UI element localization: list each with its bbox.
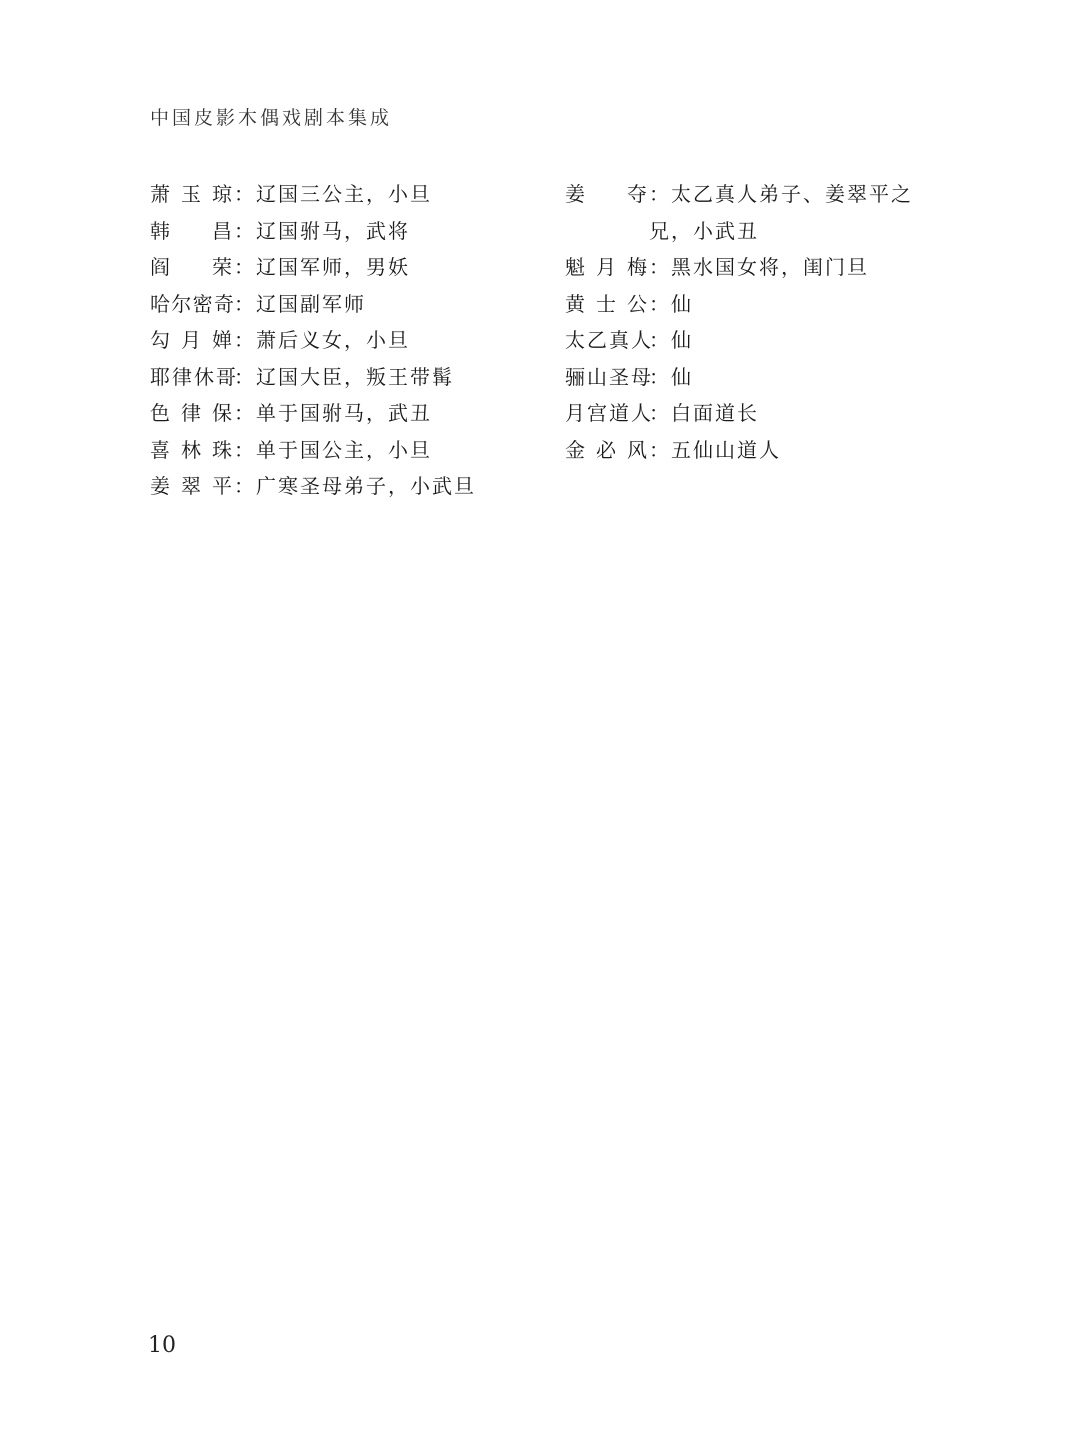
character-name: 姜 夺 xyxy=(565,182,649,206)
character-name: 耶律休哥 xyxy=(150,364,238,389)
character-entry xyxy=(150,322,550,359)
character-description: ：辽国军师，男妖 xyxy=(234,255,410,279)
character-entry xyxy=(150,359,550,396)
character-entry xyxy=(150,176,550,213)
character-entry xyxy=(565,249,985,286)
character-name: 哈尔密奇 xyxy=(150,291,234,316)
character-description: ：仙 xyxy=(649,328,693,352)
character-description: ：仙 xyxy=(649,364,693,389)
character-list-left xyxy=(150,176,550,505)
character-entry xyxy=(150,286,550,323)
character-name: 韩 昌 xyxy=(150,218,234,243)
character-name: 阎 荣 xyxy=(150,255,234,279)
character-name: 黄士公 xyxy=(565,291,649,316)
character-name: 太乙真人 xyxy=(565,328,653,352)
character-description: ：五仙山道人 xyxy=(649,437,781,462)
page-number: 10 xyxy=(148,1333,176,1358)
character-description: ：单于国公主，小旦 xyxy=(234,437,432,462)
character-name: 骊山圣母 xyxy=(565,364,653,389)
character-description: ：广寒圣母弟子，小武旦 xyxy=(234,474,476,498)
character-name: 月宫道人 xyxy=(565,401,653,425)
character-description: ：辽国副军师 xyxy=(234,291,366,316)
character-name: 姜翠平 xyxy=(150,474,234,498)
character-list-right xyxy=(565,176,985,468)
character-description: ：辽国大臣，叛王带髯 xyxy=(234,364,454,389)
character-entry xyxy=(565,176,985,249)
character-entry xyxy=(565,322,985,359)
character-entry xyxy=(565,359,985,396)
character-entry xyxy=(150,249,550,286)
character-entry xyxy=(565,286,985,323)
character-entry xyxy=(150,432,550,469)
character-description: ：辽国三公主，小旦 xyxy=(234,182,432,206)
character-description: ：太乙真人弟子、姜翠平之兄，小武丑 xyxy=(649,182,913,243)
character-name: 萧玉琼 xyxy=(150,182,234,206)
character-entry xyxy=(565,395,985,432)
character-entry xyxy=(150,468,550,505)
character-description: ：萧后义女，小旦 xyxy=(234,328,410,352)
character-entry xyxy=(565,432,985,469)
character-description: ：白面道长 xyxy=(649,401,759,425)
character-description: ：单于国驸马，武丑 xyxy=(234,401,432,425)
character-name: 勾月婵 xyxy=(150,328,234,352)
character-description: ：辽国驸马，武将 xyxy=(234,218,410,243)
character-description: ：仙 xyxy=(649,291,693,316)
character-description: ：黑水国女将，闺门旦 xyxy=(649,255,869,279)
running-header-title: 中国皮影木偶戏剧本集成 xyxy=(150,107,393,129)
character-entry xyxy=(150,213,550,250)
character-name: 魁月梅 xyxy=(565,255,649,279)
character-name: 喜林珠 xyxy=(150,437,234,462)
character-name: 金必风 xyxy=(565,437,649,462)
character-entry xyxy=(150,395,550,432)
character-name: 色律保 xyxy=(150,401,234,425)
